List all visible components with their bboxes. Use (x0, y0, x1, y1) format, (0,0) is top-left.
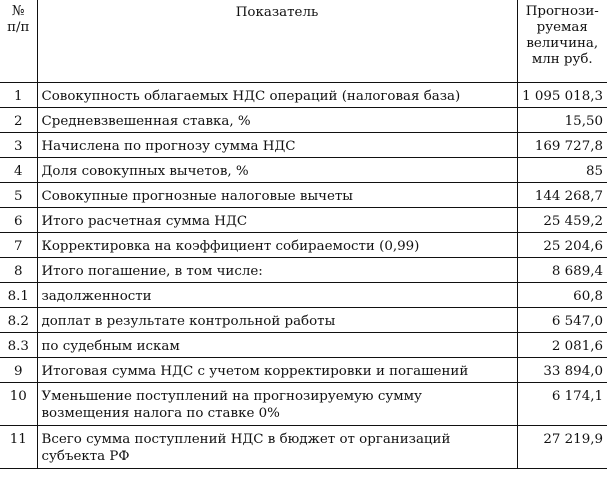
row-value: 33 894,0 (517, 357, 607, 382)
table-row (0, 282, 607, 307)
row-indicator: Корректировка на коэффициент собираемости (0,99) (37, 232, 517, 257)
row-indicator: Начислена по прогнозу сумма НДС (37, 132, 517, 157)
row-indicator: Итого расчетная сумма НДС (37, 207, 517, 232)
row-number: 2 (13, 113, 23, 129)
row-value: 169 727,8 (517, 132, 607, 157)
row-value: 1 095 018,3 (517, 82, 607, 107)
row-indicator: Совокупность облагаемых НДС операций (налоговая база) (37, 82, 517, 107)
row-value: 25 459,2 (517, 207, 607, 232)
row-number: 1 (13, 88, 23, 104)
row-number: 9 (13, 363, 23, 379)
table-row (0, 257, 607, 282)
table-row (0, 232, 607, 257)
row-indicator: Совокупные прогнозные налоговые вычеты (37, 182, 517, 207)
row-indicator: Итого погашение, в том числе: (37, 257, 517, 282)
row-indicator: Всего сумма поступлений НДС в бюджет от организаций субъекта РФ (37, 425, 517, 468)
row-indicator: по судебным искам (37, 332, 517, 357)
row-value: 144 268,7 (517, 182, 607, 207)
row-number: 6 (13, 213, 23, 229)
header-forecast-value: Прогнози- руемая величина, млн руб. (517, 0, 607, 82)
header-number: № п/п (0, 0, 37, 82)
row-value: 85 (517, 157, 607, 182)
header-row (0, 0, 607, 82)
row-value: 8 689,4 (517, 257, 607, 282)
table-row (0, 132, 607, 157)
row-number: 8.1 (7, 288, 29, 304)
row-value: 2 081,6 (517, 332, 607, 357)
row-number: 3 (13, 138, 23, 154)
table-row (0, 107, 607, 132)
row-number: 8.2 (7, 313, 29, 329)
row-value: 15,50 (517, 107, 607, 132)
row-indicator: Доля совокупных вычетов, % (37, 157, 517, 182)
row-value: 60,8 (517, 282, 607, 307)
table-row (0, 207, 607, 232)
row-number: 4 (13, 163, 23, 179)
table-row (0, 332, 607, 357)
table-body (0, 82, 607, 468)
row-number: 8.3 (7, 338, 29, 354)
row-indicator: задолженности (37, 282, 517, 307)
row-number: 10 (9, 388, 27, 404)
row-value: 25 204,6 (517, 232, 607, 257)
table-row (0, 357, 607, 382)
table-row (0, 157, 607, 182)
table-row (0, 382, 607, 425)
row-value: 27 219,9 (517, 425, 607, 468)
table-row (0, 82, 607, 107)
row-indicator: Средневзвешенная ставка, % (37, 107, 517, 132)
row-indicator: доплат в результате контрольной работы (37, 307, 517, 332)
row-number: 8 (13, 263, 23, 279)
row-indicator: Уменьшение поступлений на прогнозируемую сумму возмещения налога по ставке 0% (37, 382, 517, 425)
table-row (0, 182, 607, 207)
row-value: 6 174,1 (517, 382, 607, 425)
row-number: 7 (13, 238, 23, 254)
header-indicator: Показатель (37, 0, 517, 82)
row-number: 5 (13, 188, 23, 204)
table-row (0, 307, 607, 332)
row-number: 11 (9, 431, 27, 447)
table-header (0, 0, 607, 82)
table-row (0, 425, 607, 468)
row-indicator: Итоговая сумма НДС с учетом корректировки и погашений (37, 357, 517, 382)
row-value: 6 547,0 (517, 307, 607, 332)
